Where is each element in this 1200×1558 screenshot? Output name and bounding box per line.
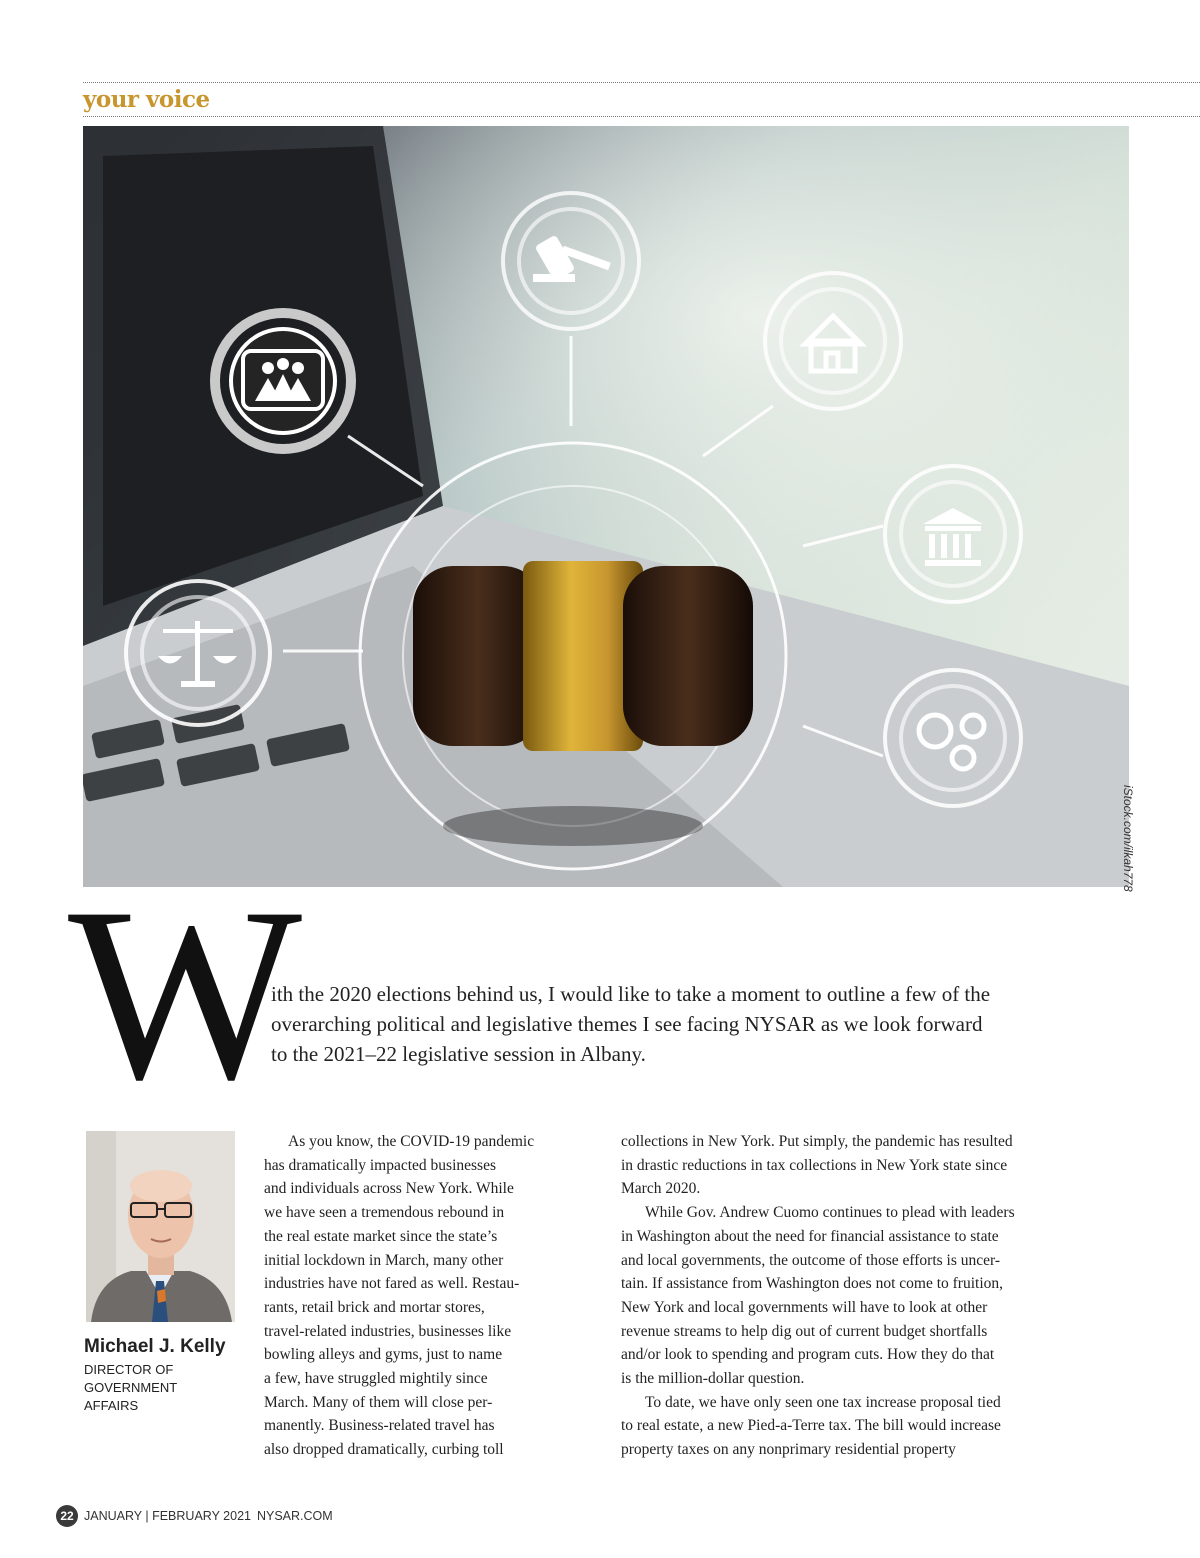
intro-line: to the 2021–22 legislative session in Albany. [271, 1042, 646, 1066]
text-line: March. Many of them will close per- [264, 1393, 493, 1411]
text-line: March 2020. [621, 1180, 701, 1198]
text-line: we have seen a tremendous rebound in [264, 1204, 505, 1222]
issue-date: JANUARY | FEBRUARY 2021 [84, 1509, 251, 1523]
author-photo [86, 1131, 235, 1322]
text-line: to real estate, a new Pied-a-Terre tax. The bill would increase [621, 1417, 1001, 1435]
page-number: 22 [56, 1505, 78, 1527]
text-line: To date, we have only seen one tax increase proposal tied [645, 1393, 1001, 1411]
text-line: in Washington about the need for financial assistance to state [621, 1227, 999, 1245]
author-title: DIRECTOR OF GOVERNMENT AFFAIRS [84, 1362, 178, 1413]
photo-credit: iStock.com/ilkah778 [1121, 785, 1135, 892]
text-line: and local governments, the outcome of those efforts is uncer- [621, 1251, 1001, 1269]
article-column-2 [621, 1130, 1141, 1462]
site-name: NYSAR.COM [256, 1509, 333, 1523]
text-line: tain. If assistance from Washington does not come to fruition, [621, 1275, 1004, 1293]
intro-line: ith the 2020 elections behind us, I would like to take a moment to outline a few of the [271, 982, 991, 1006]
text-line: is the million-dollar question. [621, 1370, 805, 1388]
section-dotted-rule [83, 116, 1200, 117]
intro-paragraph [271, 979, 1151, 1069]
text-line: also dropped dramatically, curbing toll [264, 1441, 504, 1459]
section-label: your voice [83, 86, 210, 113]
article-column-1 [264, 1130, 604, 1462]
text-line: the real estate market since the state’s [264, 1227, 498, 1245]
hero-image [83, 126, 1129, 887]
text-line: New York and local governments will have to look at other [621, 1298, 988, 1316]
text-line: travel-related industries, businesses like [264, 1322, 512, 1340]
text-line: industries have not fared as well. Restau- [264, 1275, 520, 1293]
text-line: in drastic reductions in tax collections in New York state since [621, 1156, 1008, 1174]
text-line: a few, have struggled mightily since [264, 1370, 488, 1388]
text-line: has dramatically impacted businesses [264, 1156, 497, 1174]
intro-line: overarching political and legislative themes I see facing NYSAR as we look forward [271, 1012, 983, 1036]
drop-cap: W [68, 856, 303, 1131]
text-line: As you know, the COVID-19 pandemic [288, 1133, 535, 1150]
text-line: While Gov. Andrew Cuomo continues to plead with leaders [645, 1204, 1015, 1222]
page-footer [56, 1505, 333, 1527]
author-name: Michael J. Kelly [84, 1336, 226, 1357]
text-line: and individuals across New York. While [264, 1180, 514, 1198]
text-line: revenue streams to help dig out of current budget shortfalls [621, 1322, 988, 1340]
text-line: rants, retail brick and mortar stores, [264, 1298, 485, 1316]
text-line: and/or look to spending and program cuts. How they do that [621, 1346, 995, 1364]
text-line: bowling alleys and gyms, just to name [264, 1346, 503, 1364]
text-line: initial lockdown in March, many other [264, 1251, 504, 1269]
text-line: manently. Business-related travel has [264, 1417, 495, 1435]
text-line: collections in New York. Put simply, the pandemic has resulted [621, 1133, 1013, 1150]
top-dotted-rule [83, 82, 1200, 83]
text-line: property taxes on any nonprimary residential property [621, 1441, 956, 1459]
